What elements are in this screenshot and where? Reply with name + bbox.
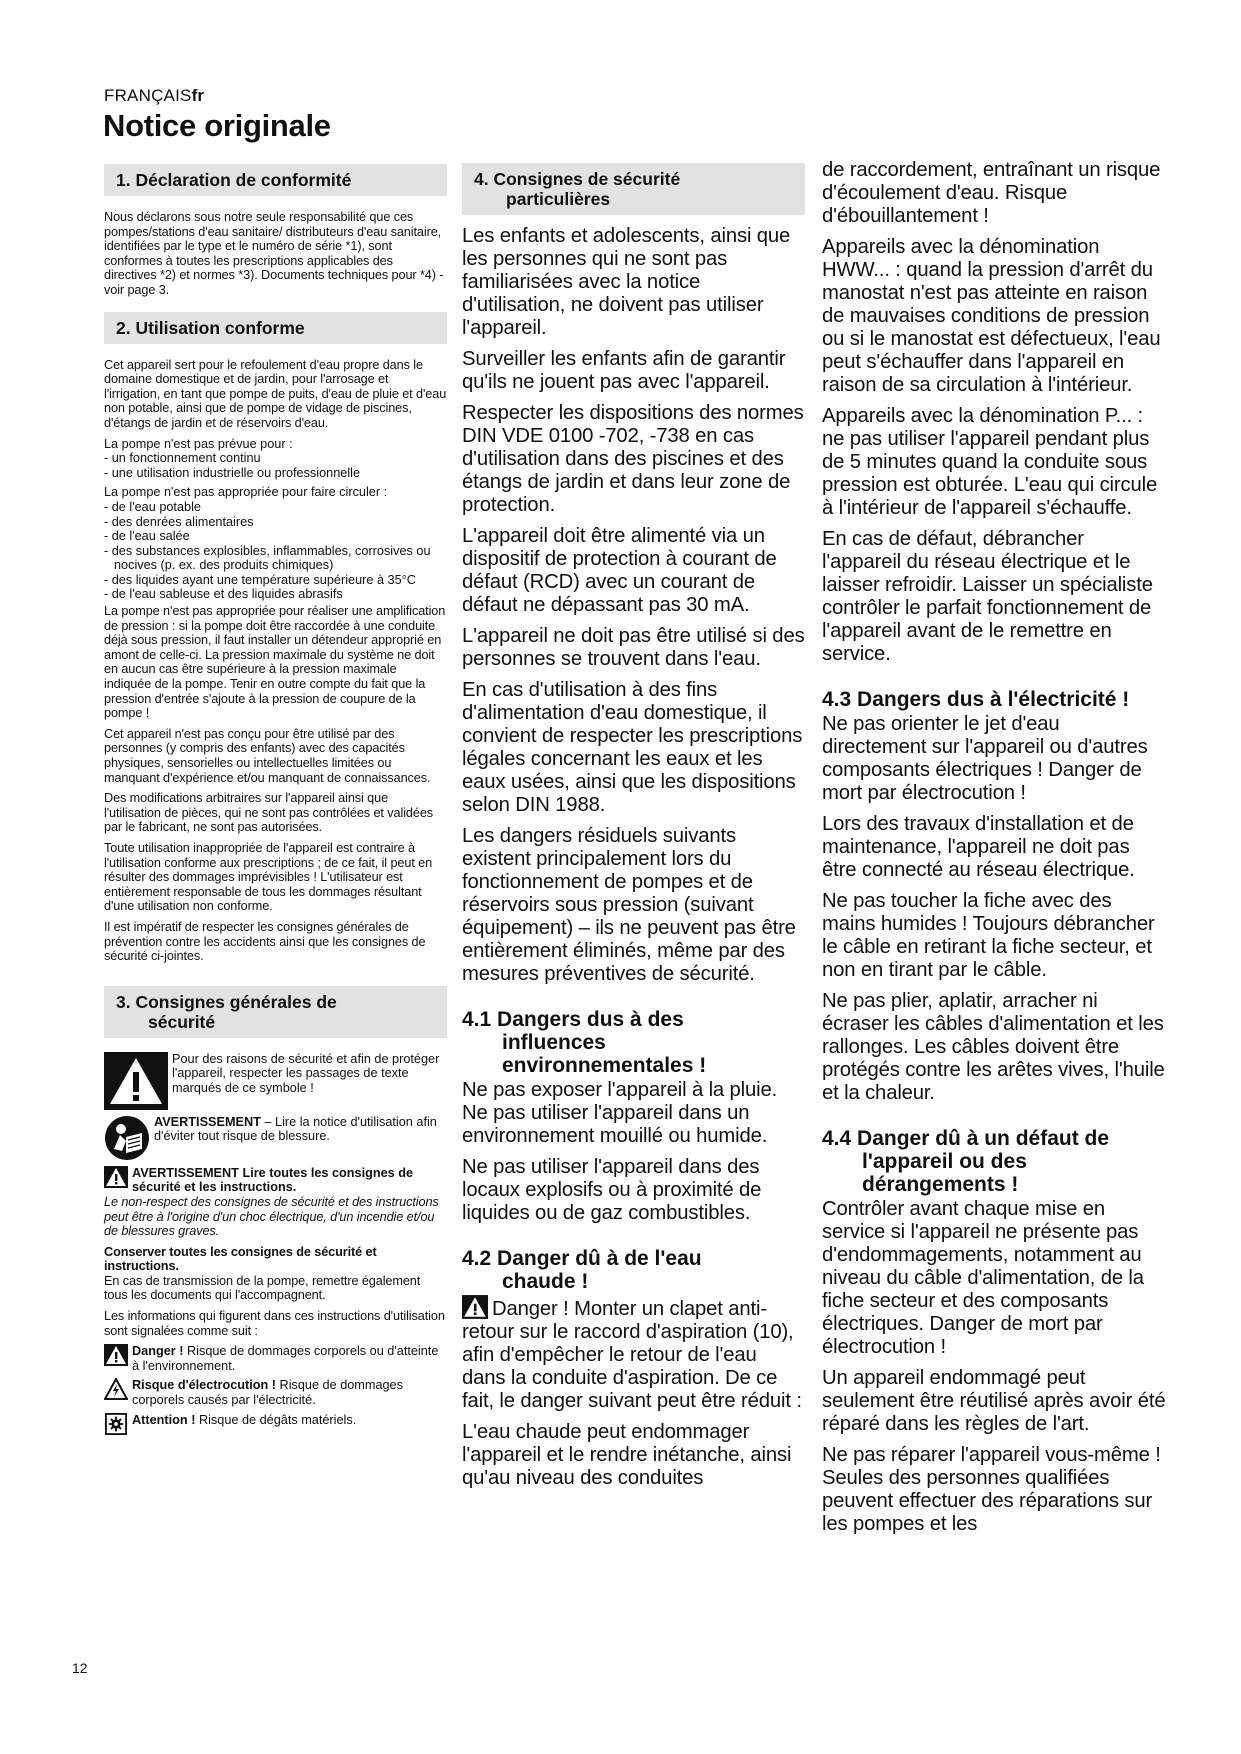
warning-symbol-note: Pour des raisons de sécurité et afin de protéger l'appareil, respecter les passages de texte marqués de ce symbole ! — [104, 1052, 447, 1110]
modifications-paragraph: Des modifications arbitraires sur l'appareil ainsi que l'utilisation de pièces, qui ne sont pas contrôlées et validées par le fabricant, ne sont pas autorisées. — [104, 791, 434, 835]
paragraph: Ne pas plier, aplatir, arracher ni écraser les câbles d'alimentation et les rallonges. Les câbles doivent être protégés contre les arêtes vives, l'huile et la chaleur. — [822, 990, 1165, 1104]
page-title: Notice originale — [103, 108, 331, 143]
column-right — [822, 159, 1167, 1544]
attention-legend: Attention ! Risque de dégâts matériels. — [104, 1413, 447, 1435]
not-intended-list — [104, 437, 447, 481]
hot-water-danger-paragraph: Danger ! Monter un clapet anti-retour sur le raccord d'aspiration (10), afin d'empêcher le retour de l'eau dans la conduite d'aspiration. De ce fait, le danger suivant peut être réduit : — [462, 1295, 805, 1413]
misuse-paragraph: Toute utilisation inappropriée de l'appareil est contraire à l'utilisation conforme aux prescriptions ; de ce fait, il peut en résulter des dommages imprévisibles ! L'utilisateur est entièrement responsable de tous les dommages résultant d'une utilisation non conforme. — [104, 840, 433, 914]
signal-info-paragraph: Les informations qui figurent dans ces instructions d'utilisation sont signalées comme suit : — [104, 1309, 445, 1338]
list-item: - des liquides ayant une température supérieure à 35°C — [104, 572, 416, 587]
paragraph: Ne pas utiliser l'appareil dans des locaux explosifs ou à proximité de liquides ou de gaz combustibles. — [462, 1156, 762, 1224]
list-item: - de l'eau sableuse et des liquides abrasifs — [104, 587, 343, 602]
paragraph: Ne pas exposer l'appareil à la pluie. Ne pas utiliser l'appareil dans un environnement mouillé ou humide. — [462, 1079, 778, 1147]
warning-triangle-icon — [104, 1166, 128, 1188]
paragraph: Lors des travaux d'installation et de maintenance, l'appareil ne doit pas être connecté au réseau électrique. — [822, 813, 1135, 881]
subheading-electricity-dangers: 4.3 Dangers dus à l'électricité ! — [822, 688, 1130, 711]
section-heading-general-safety: 3. Consignes générales de sécurité — [104, 986, 447, 1038]
language-label: FRANÇAISfr — [104, 86, 205, 105]
attention-gear-icon — [104, 1413, 128, 1435]
subheading-device-defect-danger: 4.4 Danger dû à un défaut de l'appareil ou des dérangements ! — [822, 1127, 1110, 1196]
section-heading-specific-safety: 4. Consignes de sécurité particulières — [462, 163, 805, 215]
paragraph: Les dangers résiduels suivants existent principalement lors du fonctionnement de pompes et de réservoirs sous pression (suivant équipement) – ils ne peuvent pas être entièrement éliminés, même par des mesures préventives de sécurité. — [462, 825, 796, 985]
paragraph: L'appareil doit être alimenté via un dispositif de protection à courant de défaut (RCD) avec un courant de défaut ne dépassant pas 30 mA. — [462, 525, 777, 616]
paragraph: Contrôler avant chaque mise en service si l'appareil ne présente pas d'endommagements, notamment au niveau du câble d'alimentation, de la fiche secteur et des composants électriques. Danger de mort par électrocution ! — [822, 1198, 1144, 1358]
paragraph: Ne pas toucher la fiche avec des mains humides ! Toujours débrancher le câble en retirant la fiche secteur, et non en tirant par le câble. — [822, 890, 1155, 981]
warning-triangle-icon — [104, 1052, 168, 1110]
list-item: - des denrées alimentaires — [104, 514, 254, 529]
electrocution-legend: Risque d'électrocution ! Risque de dommages corporels causés par l'électricité. — [104, 1378, 447, 1407]
subheading-hot-water-danger: 4.2 Danger dû à de l'eau chaude ! — [462, 1247, 702, 1293]
electricity-warning-icon — [104, 1378, 128, 1400]
section-heading-declaration: 1. Déclaration de conformité — [104, 164, 447, 196]
utilisation-paragraph: Cet appareil sert pour le refoulement d'eau propre dans le domaine domestique et de jardin, pour l'arrosage et l'irrigation, en tant que pompe de puits, d'eau de pluie et d'eau non potable, ainsi que de pompe de vidage de piscines, d'étangs de jardin et de réservoirs d'eau. — [104, 357, 447, 430]
paragraph: Les enfants et adolescents, ainsi que les personnes qui ne sont pas familiarisées avec la notice d'utilisation, ne doivent pas utiliser l'appareil. — [462, 225, 791, 339]
list-item: - des substances explosibles, inflammables, corrosives ou nocives (p. ex. des produits chimiques) — [104, 543, 431, 573]
paragraph: L'eau chaude peut endommager l'appareil et le rendre inétanche, ainsi qu'au niveau des conduites — [462, 1421, 792, 1489]
paragraph: Appareils avec la dénomination HWW... : quand la pression d'arrêt du manostat n'est pas atteinte en raison de mauvaises conditions de pression ou si le manostat est défectueux, l'eau peut s'échauffer dans l'appareil en raison de sa circulation à l'intérieur. — [822, 236, 1161, 396]
paragraph: En cas de défaut, débrancher l'appareil du réseau électrique et le laisser refroidir. Laisser un spécialiste contrôler le parfait fonctionnement de l'appareil avant de le remettre en service. — [822, 528, 1153, 665]
warning-triangle-icon — [104, 1344, 128, 1366]
list-item: - de l'eau potable — [104, 499, 201, 514]
keep-instructions-paragraph: Conserver toutes les consignes de sécurité et instructions. En cas de transmission de la pompe, remettre également tous les documents qui l'accompagnent. — [104, 1244, 421, 1303]
list-item: - de l'eau salée — [104, 529, 190, 544]
paragraph: En cas d'utilisation à des fins d'alimentation d'eau domestique, il convient de respecter les prescriptions légales concernant les eaux et les eaux usées, ainsi que les dispositions selon DIN 1988. — [462, 679, 803, 816]
paragraph: Ne pas réparer l'appareil vous-même ! Seules des personnes qualifiées peuvent effectuer des réparations sur les pompes et les — [822, 1444, 1161, 1535]
warning-consequence-text: Le non-respect des consignes de sécurité et des instructions peut être à l'origine d'un choc électrique, d'un incendie et/ou de blessures graves. — [104, 1194, 439, 1239]
column-middle — [462, 163, 805, 1498]
not-suitable-list — [104, 485, 447, 602]
paragraph: Ne pas orienter le jet d'eau directement sur l'appareil ou d'autres composants électriques ! Danger de mort par électrocution ! — [822, 713, 1148, 804]
paragraph: Surveiller les enfants afin de garantir qu'ils ne jouent pas avec l'appareil. — [462, 348, 786, 393]
page-number: 12 — [72, 1660, 88, 1676]
pressure-paragraph: La pompe n'est pas appropriée pour réaliser une amplification de pression : si la pompe doit être raccordée à une conduite déjà sous pression, il faut installer un détendeur approprié en amont de celle-ci. La pression maximale du système ne doit en aucun cas être supérieure à la pression maximale indiquée de la pompe. Tenir en outre compte du fait que la pression d'entrée s'ajoute à la pression de coupure de la pompe ! — [104, 604, 446, 721]
paragraph: Un appareil endommagé peut seulement être réutilisé après avoir été réparé dans les règles de l'art. — [822, 1367, 1166, 1435]
list-item: La pompe n'est pas appropriée pour faire circuler : — [104, 485, 388, 500]
subheading-environmental-dangers: 4.1 Dangers dus à des influences environnementales ! — [462, 1008, 707, 1077]
paragraph: Appareils avec la dénomination P... : ne pas utiliser l'appareil pendant plus de 5 minutes quand la conduite sous pression est obturée. L'eau qui circule à l'intérieur de l'appareil s'échauffe. — [822, 405, 1158, 519]
read-all-instructions-note: AVERTISSEMENT Lire toutes les consignes de sécurité et les instructions. — [104, 1166, 447, 1195]
persons-paragraph: Cet appareil n'est pas conçu pour être utilisé par des personnes (y compris des enfants) avec des capacités physiques, sensorielles ou intellectuelles limitées ou manquant d'expérience et/ou manquant de connaissances. — [104, 726, 431, 785]
read-manual-note: AVERTISSEMENT – Lire la notice d'utilisation afin d'éviter tout risque de blessure. — [104, 1115, 447, 1161]
read-manual-icon — [104, 1115, 150, 1161]
paragraph: L'appareil ne doit pas être utilisé si des personnes se trouvent dans l'eau. — [462, 625, 805, 670]
danger-legend: Danger ! Risque de dommages corporels ou d'atteinte à l'environnement. — [104, 1344, 447, 1373]
warning-triangle-icon — [462, 1295, 488, 1319]
list-item: - une utilisation industrielle ou professionnelle — [104, 465, 361, 480]
paragraph: de raccordement, entraînant un risque d'écoulement d'eau. Risque d'ébouillantement ! — [822, 159, 1161, 227]
list-item: La pompe n'est pas prévue pour : — [104, 436, 293, 451]
prevention-paragraph: Il est impératif de respecter les consignes générales de prévention contre les accidents ainsi que les consignes de sécurité ci-jointes. — [104, 919, 426, 964]
list-item: - un fonctionnement continu — [104, 451, 261, 466]
paragraph: Respecter les dispositions des normes DIN VDE 0100 -702, -738 en cas d'utilisation dans des piscines et des étangs de jardin et dans leur zone de protection. — [462, 402, 804, 516]
section-heading-utilisation: 2. Utilisation conforme — [104, 312, 447, 344]
column-left — [104, 160, 447, 1440]
declaration-text: Nous déclarons sous notre seule responsabilité que ces pompes/stations d'eau sanitaire/ distributeurs d'eau sanitaire, identifiées par le type et le numéro de série *1), sont conformes à toutes les prescriptions applicables des directives *2) et normes *3). Documents techniques pour *4) - voir page 3. — [104, 210, 444, 297]
